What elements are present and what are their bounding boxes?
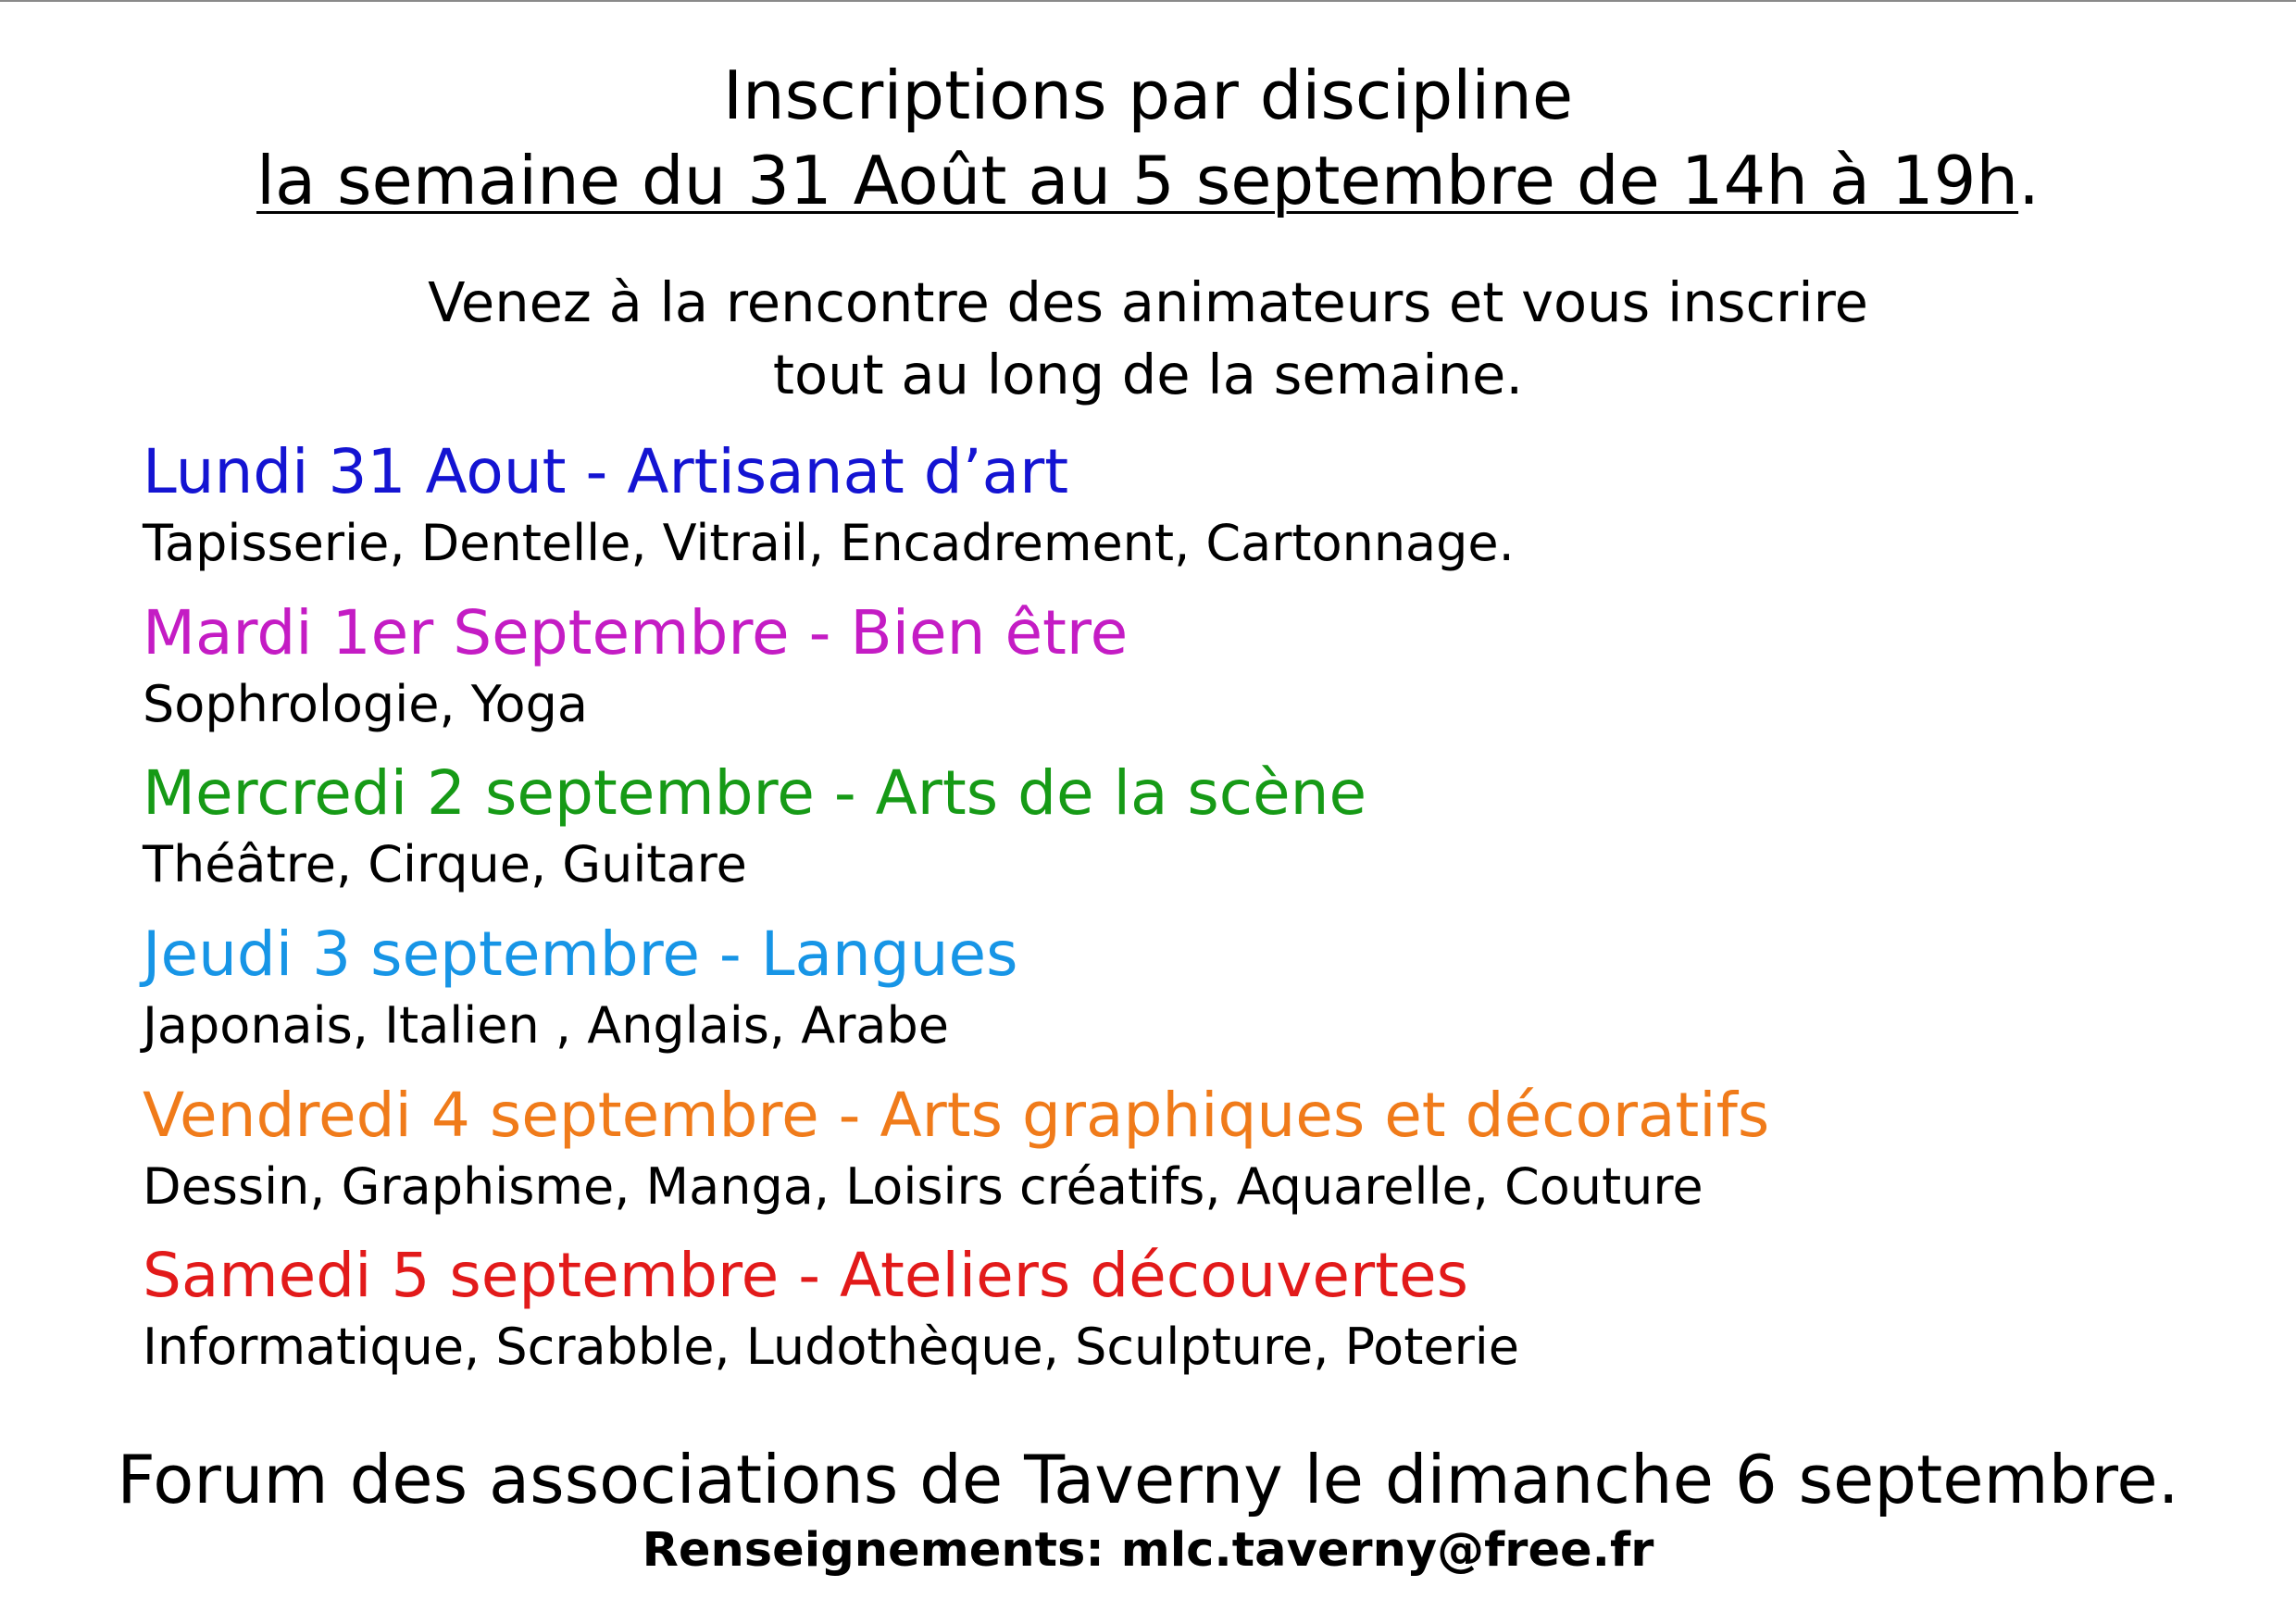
day-block-saturday [143, 1239, 1519, 1380]
day-title: Vendredi 4 septembre - Arts graphiques et décoratifs [143, 1080, 1770, 1151]
top-border-line [0, 0, 2296, 2]
subtitle-period: . [2018, 142, 2040, 219]
day-block-thursday [143, 918, 1017, 1058]
intro-line-2: tout au long de la semaine. [772, 343, 1524, 406]
day-title: Lundi 31 Aout - Artisanat d’art [143, 436, 1069, 507]
day-block-friday [143, 1079, 1769, 1219]
day-title: Mardi 1er Septembre - Bien être [143, 597, 1129, 668]
day-activities: Théâtre, Cirque, Guitare [143, 835, 747, 893]
day-activities: Informatique, Scrabble, Ludothèque, Sculpture, Poterie [143, 1318, 1520, 1376]
subtitle-underlined-text: la semaine du 31 Août au 5 septembre de 14h à 19h [256, 142, 2019, 219]
page-subtitle [0, 139, 2296, 222]
day-block-wednesday [143, 756, 1366, 897]
forum-announcement: Forum des associations de Taverny le dimanche 6 septembre. [117, 1441, 2179, 1518]
day-block-tuesday [143, 596, 1128, 737]
day-activities: Tapisserie, Dentelle, Vitrail, Encadrement, Cartonnage. [143, 514, 1515, 572]
day-activities: Sophrologie, Yoga [143, 675, 588, 733]
contact-info: Renseignements: mlc.taverny@free.fr [642, 1523, 1654, 1578]
day-activities: Japonais, Italien , Anglais, Arabe [143, 996, 949, 1055]
intro-line-1: Venez à la rencontre des animateurs et vous inscrire [428, 270, 1868, 334]
day-title: Samedi 5 septembre - Ateliers découvertes [143, 1240, 1468, 1311]
page-title: Inscriptions par discipline [722, 56, 1574, 134]
day-title: Jeudi 3 septembre - Langues [143, 918, 1018, 990]
day-block-monday [143, 435, 1515, 576]
day-activities: Dessin, Graphisme, Manga, Loisirs créatifs, Aquarelle, Couture [143, 1157, 1703, 1216]
day-title: Mercredi 2 septembre - Arts de la scène [143, 757, 1367, 829]
